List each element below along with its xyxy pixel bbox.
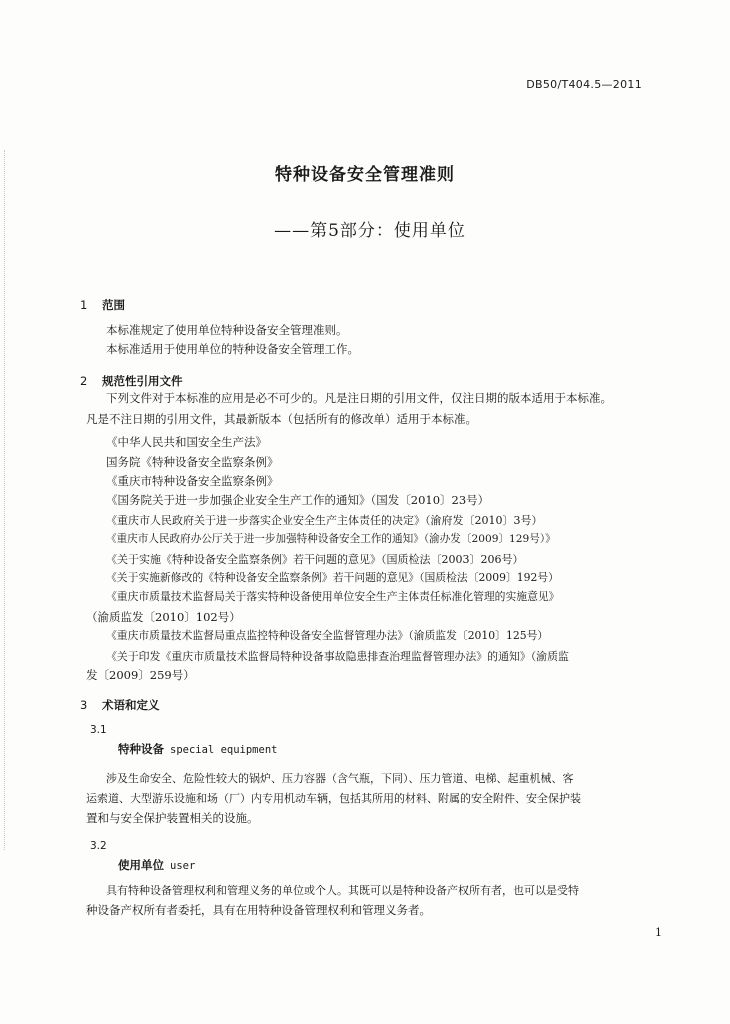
paragraph-line: 凡是不注日期的引用文件，其最新版本（包括所有的修改单）适用于本标准。: [86, 412, 477, 426]
reference-item: 《重庆市质量技术监督局关于落实特种设备使用单位安全生产主体责任标准化管理的实施意见》: [106, 590, 560, 603]
scan-edge-artifact: [4, 150, 7, 850]
paragraph-line: 本标准规定了使用单位特种设备安全管理准则。: [106, 323, 348, 337]
document-title: 特种设备安全管理准则: [275, 165, 455, 185]
definition-line: 种设备产权所有者委托，具有在用特种设备管理权利和管理义务者。: [86, 903, 431, 917]
section-2-heading: [80, 373, 183, 389]
clause-number: 3.2: [90, 840, 107, 852]
definition-line: 置和与安全保护装置相关的设施。: [86, 811, 259, 825]
paragraph-line: 下列文件对于本标准的应用是必不可少的。凡是注日期的引用文件，仅注日期的版本适用于本标准。: [106, 391, 612, 405]
definition-line: 涉及生命安全、危险性较大的锅炉、压力容器（含气瓶，下同）、压力管道、电梯、起重机械、客: [106, 772, 574, 785]
definition-line: 运索道、大型游乐设施和场（厂）内专用机动车辆，包括其所用的材料、附属的安全附件、安全保护装: [86, 792, 581, 805]
section-number: 1: [80, 298, 88, 312]
term-name: 使用单位: [118, 858, 164, 872]
reference-item: 《国务院关于进一步加强企业安全生产工作的通知》（国发〔2010〕23号）: [106, 493, 490, 507]
section-title: 范围: [102, 298, 125, 312]
reference-item: （渝质监发〔2010〕102号）: [86, 610, 241, 624]
page-number: 1: [655, 926, 662, 939]
section-3-heading: [80, 697, 160, 713]
reference-item: 发〔2009〕259号）: [86, 668, 195, 682]
reference-item: 《重庆市人民政府办公厅关于进一步加强特种设备安全工作的通知》（渝办发〔2009〕129号）》: [106, 533, 556, 545]
term-english: user: [170, 860, 196, 872]
term-name: 特种设备: [118, 742, 164, 756]
reference-item: 国务院《特种设备安全监察条例》: [106, 455, 279, 469]
paragraph-line: 本标准适用于使用单位的特种设备安全管理工作。: [106, 342, 359, 356]
section-title: 规范性引用文件: [102, 374, 183, 388]
reference-item: 《中华人民共和国安全生产法》: [106, 435, 267, 449]
clause-number: 3.1: [90, 724, 107, 736]
reference-item: 《关于印发《重庆市质量技术监督局特种设备事故隐患排查治理监督管理办法》的通知》（渝质监: [106, 650, 569, 663]
section-title: 术语和定义: [102, 698, 160, 712]
definition-line: 具有特种设备管理权利和管理义务的单位或个人。其既可以是特种设备产权所有者，也可以是受特: [106, 884, 579, 897]
section-number: 2: [80, 374, 88, 388]
term-english: special equipment: [170, 744, 278, 756]
reference-item: 《重庆市特种设备安全监察条例》: [106, 474, 279, 488]
document-subtitle: ——第5部分：使用单位: [274, 221, 466, 241]
document-code: DB50/T404.5—2011: [526, 78, 642, 91]
section-number: 3: [80, 698, 88, 712]
term-heading: [118, 857, 195, 873]
reference-item: 《重庆市质量技术监督局重点监控特种设备安全监督管理办法》（渝质监发〔2010〕125号）: [106, 629, 549, 642]
term-heading: [118, 741, 277, 757]
section-1-heading: [80, 297, 125, 313]
reference-item: 《关于实施新修改的《特种设备安全监察条例》若干问题的意见》（国质检法〔2009〕192号）: [106, 571, 559, 584]
reference-item: 《重庆市人民政府关于进一步落实企业安全生产主体责任的决定》（渝府发〔2010〕3号）: [106, 514, 543, 527]
reference-item: 《关于实施《特种设备安全监察条例》若干问题的意见》（国质检法〔2003〕206号）: [106, 553, 524, 566]
